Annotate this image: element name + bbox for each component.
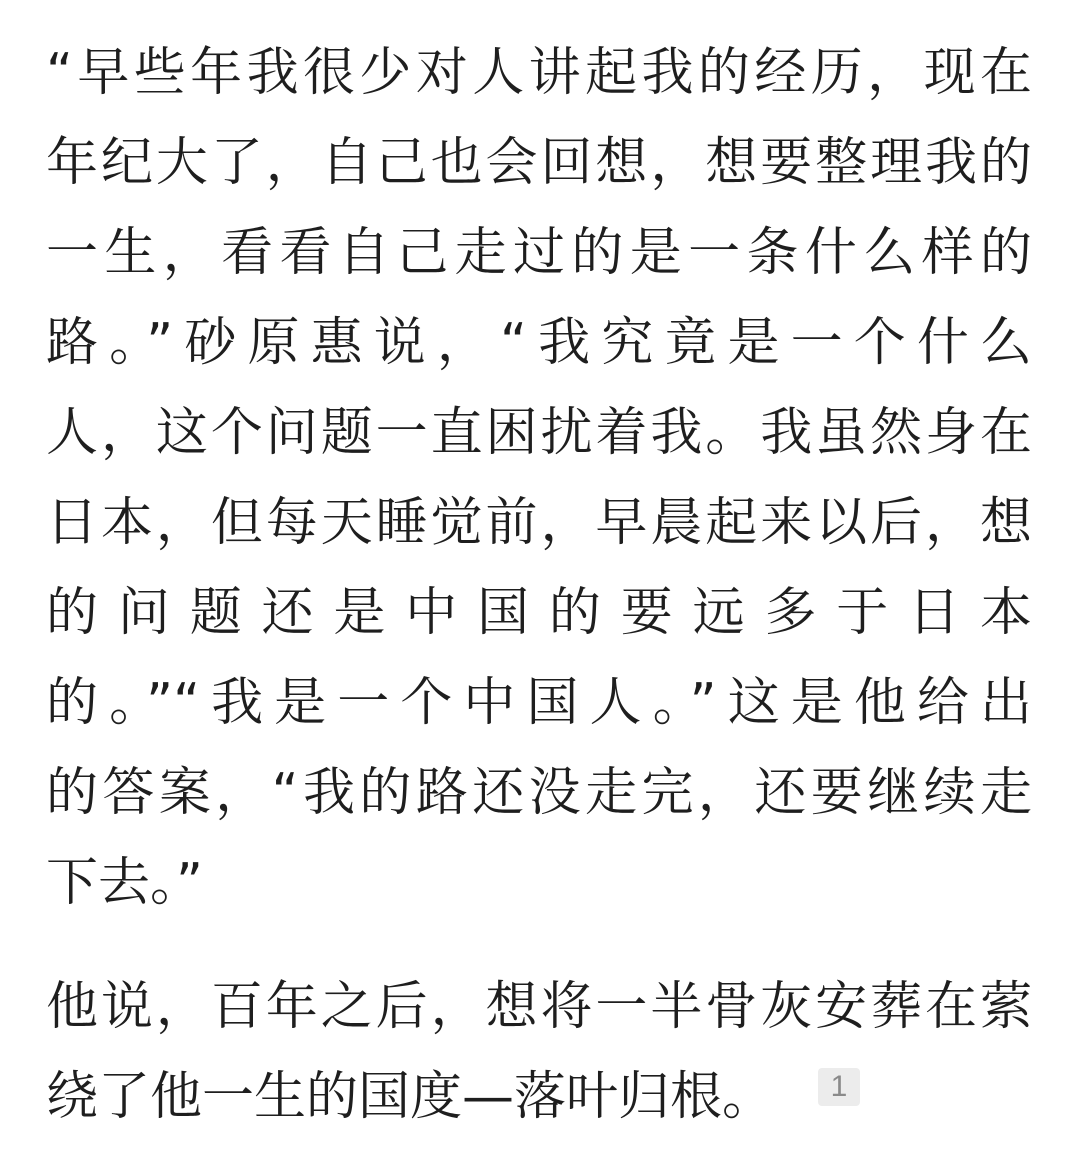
text-line: 绕了他一生的国度—落叶归根。	[46, 1067, 775, 1127]
text-line: 日本，但每天睡觉前，早晨起来以后，想	[46, 493, 1032, 553]
text-line: 的答案，“我的路还没走完，还要继续走	[46, 763, 1032, 823]
text-line: 的问题还是中国的要远多于日本	[46, 583, 1032, 643]
reference-badge[interactable]: 1	[818, 1068, 860, 1106]
text-line: 下去。”	[46, 853, 203, 913]
text-line: “早些年我很少对人讲起我的经历，现在	[46, 43, 1032, 103]
text-line: 他说，百年之后，想将一半骨灰安葬在萦	[46, 977, 1032, 1037]
text-line: 一生，看看自己走过的是一条什么样的	[46, 223, 1032, 283]
text-line: 的。”“我是一个中国人。”这是他给出	[46, 673, 1032, 733]
text-line: 人，这个问题一直困扰着我。我虽然身在	[46, 403, 1032, 463]
text-line: 年纪大了，自己也会回想，想要整理我的	[46, 133, 1032, 193]
text-line: 路。”砂原惠说，“我究竟是一个什么	[46, 313, 1032, 373]
